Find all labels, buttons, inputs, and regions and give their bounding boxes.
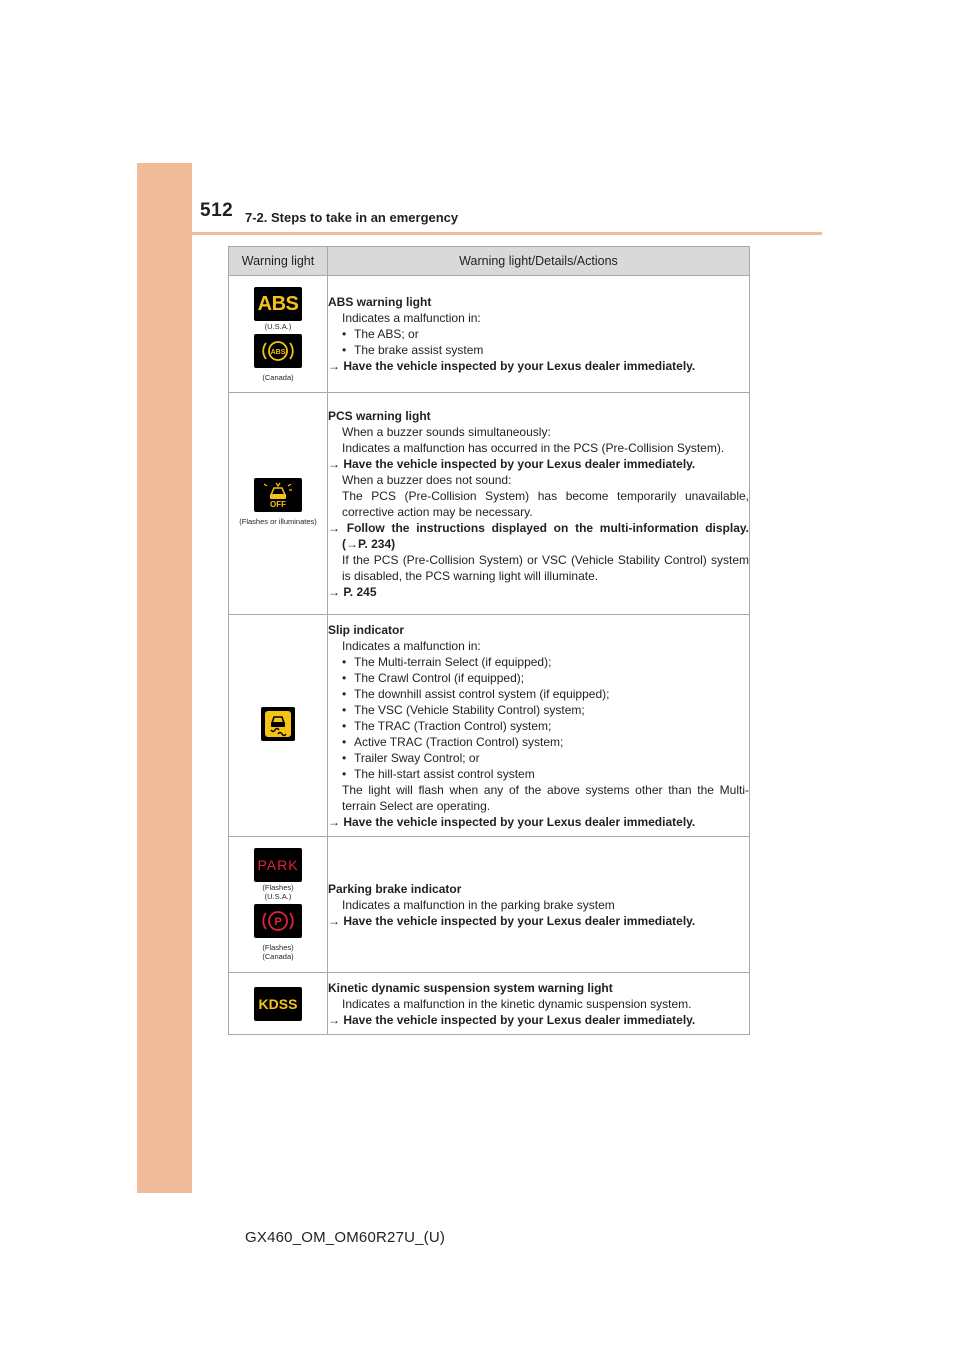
action-line: → Have the vehicle inspected by your Lexus dealer immediately. xyxy=(328,913,696,928)
pcs-off-icon: OFF xyxy=(254,478,302,512)
warning-light-table xyxy=(228,246,750,1035)
table-row xyxy=(229,393,750,615)
icon-caption: (U.S.A.) xyxy=(264,322,292,331)
icon-cell xyxy=(229,837,328,973)
kdss-icon: KDSS xyxy=(254,987,302,1021)
icon-caption: (Flashes or illuminates) xyxy=(239,517,317,526)
detail-line: When a buzzer does not sound: xyxy=(342,472,512,487)
slip-indicator-icon xyxy=(261,707,295,741)
row-title: ABS warning light xyxy=(328,295,432,309)
detail-line: The PCS (Pre-Collision System) has become temporarily unavailable, corrective action may be necessary. xyxy=(342,488,749,519)
detail-line: Indicates a malfunction in: xyxy=(342,638,481,653)
bullet-item: • The hill-start assist control system xyxy=(342,766,535,781)
icon-caption: (Flashes) (Canada) xyxy=(262,943,294,961)
side-tab-bar xyxy=(137,163,192,1193)
action-line: → Follow the instructions displayed on the multi-information display. (→P. 234) xyxy=(328,520,749,551)
svg-text:ABS: ABS xyxy=(270,349,286,356)
details-cell xyxy=(328,973,750,1035)
park-circle-icon xyxy=(254,904,302,938)
bullet-item: • The downhill assist control system (if equipped); xyxy=(342,686,610,701)
detail-line: Indicates a malfunction in: xyxy=(342,311,481,325)
bullet-item: • Active TRAC (Traction Control) system; xyxy=(342,734,564,749)
svg-text:P: P xyxy=(274,916,282,928)
row-title: PCS warning light xyxy=(328,408,431,423)
section-title: 7-2. Steps to take in an emergency xyxy=(245,210,459,225)
icon-cell xyxy=(229,973,328,1035)
detail-line: Indicates a malfunction has occurred in the PCS (Pre-Collision System). xyxy=(342,440,725,455)
table-row xyxy=(229,276,750,393)
icon-caption: (Canada) xyxy=(262,373,294,382)
table-row xyxy=(229,837,750,973)
icon-caption: (Flashes) (U.S.A.) xyxy=(262,883,294,901)
bullet-item: • Trailer Sway Control; or xyxy=(342,750,480,765)
footer-code: GX460_OM_OM60R27U_(U) xyxy=(245,1229,446,1246)
action-line: → Have the vehicle inspected by your Lexus dealer immediately. xyxy=(328,359,696,373)
bullet-item: • The Crawl Control (if equipped); xyxy=(342,670,525,685)
detail-line: If the PCS (Pre-Collision System) or VSC (Vehicle Stability Control) system is disabled, the PCS warning light will illuminate. xyxy=(342,552,749,583)
action-line: → Have the vehicle inspected by your Lexus dealer immediately. xyxy=(328,1012,696,1027)
detail-line: Indicates a malfunction in the kinetic dynamic suspension system. xyxy=(342,996,692,1011)
icon-cell xyxy=(229,393,328,615)
icon-cell xyxy=(229,615,328,837)
detail-line: The light will flash when any of the above systems other than the Multi-terrain Select are operating. xyxy=(342,782,749,813)
table-row xyxy=(229,615,750,837)
action-line: → Have the vehicle inspected by your Lexus dealer immediately. xyxy=(328,814,696,829)
action-line: → P. 245 xyxy=(328,584,377,599)
row-title: Kinetic dynamic suspension system warning light xyxy=(328,980,613,995)
detail-line: When a buzzer sounds simultaneously: xyxy=(342,424,551,439)
abs-text-icon: ABS xyxy=(254,287,302,321)
header-rule xyxy=(192,232,822,235)
details-cell xyxy=(328,615,750,837)
page-number: 512 xyxy=(200,200,234,221)
table-header-row xyxy=(229,247,750,276)
detail-line: Indicates a malfunction in the parking brake system xyxy=(342,897,615,912)
bullet-item: • The VSC (Vehicle Stability Control) system; xyxy=(342,702,585,717)
row-title: Parking brake indicator xyxy=(328,881,462,896)
bullet-item: • The TRAC (Traction Control) system; xyxy=(342,718,552,733)
bullet-item: • The Multi-terrain Select (if equipped); xyxy=(342,654,552,669)
details-cell xyxy=(328,276,750,393)
row-title: Slip indicator xyxy=(328,622,405,637)
park-text-icon: PARK xyxy=(254,848,302,882)
column-header-details: Warning light/Details/Actions xyxy=(328,247,750,276)
action-line: → Have the vehicle inspected by your Lexus dealer immediately. xyxy=(328,456,696,471)
details-cell xyxy=(328,837,750,973)
icon-cell xyxy=(229,276,328,393)
column-header-warning-light: Warning light xyxy=(229,247,328,276)
abs-circle-icon xyxy=(254,334,302,368)
details-cell xyxy=(328,393,750,615)
bullet-item: • The ABS; or xyxy=(342,327,419,341)
bullet-item: • The brake assist system xyxy=(342,343,484,357)
table-row xyxy=(229,973,750,1035)
